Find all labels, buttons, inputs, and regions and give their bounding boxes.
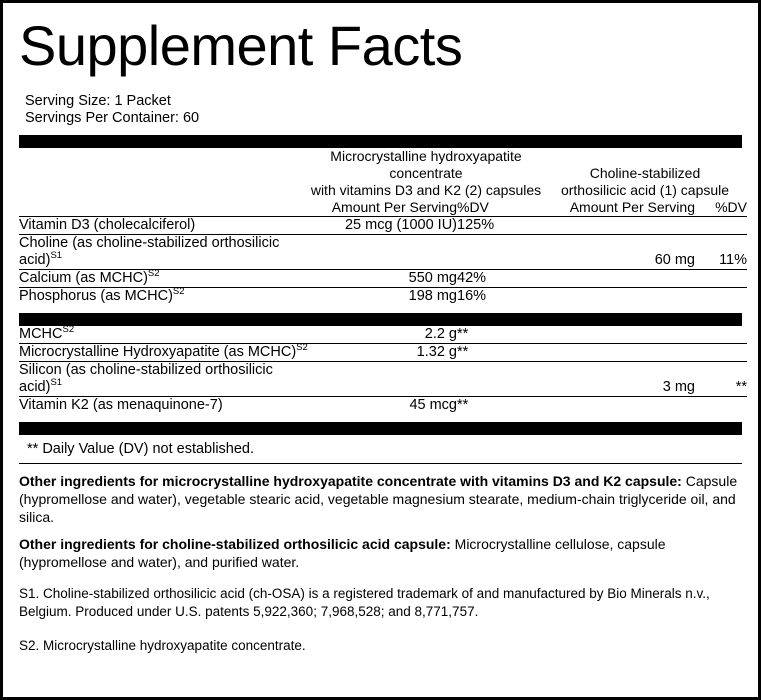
header-amount-1: Amount Per Serving (331, 199, 457, 215)
nutrient-dv-2 (695, 344, 747, 362)
table-row (19, 288, 747, 306)
serving-info (19, 93, 742, 127)
nutrient-amount-1 (309, 362, 457, 397)
header-amount-2: Amount Per Serving (569, 199, 695, 215)
header-group-1-line1: Microcrystalline hydroxyapatite concentrate (330, 148, 522, 181)
divider-thick-bottom (19, 422, 742, 435)
daily-value-footnote: ** Daily Value (DV) not established. (27, 441, 255, 457)
nutrient-amount-2 (543, 326, 695, 344)
other-ingredients-text-2: Microcrystalline cellulose, capsule (hypromellose and water), and purified water. (19, 536, 666, 570)
header-spacer (19, 148, 309, 182)
nutrient-amount-2 (543, 288, 695, 306)
nutrient-name: Vitamin K2 (as menaquinone-7) (19, 397, 223, 413)
nutrient-footnote-marker: S2 (62, 324, 75, 336)
table-row (19, 362, 747, 397)
nutrient-name: Phosphorus (as MCHC) (19, 288, 173, 304)
header-dv-2: %DV (715, 199, 748, 215)
nutrient-name: Microcrystalline Hydroxyapatite (as MCHC) (19, 344, 297, 360)
header-spacer-2 (19, 182, 309, 199)
note-s2: S2. Microcrystalline hydroxyapatite concentrate. (19, 638, 306, 653)
nutrient-dv-2 (695, 397, 747, 415)
note-s1: S1. Choline-stabilized orthosilicic acid (ch-OSA) is a registered trademark of and manufactured by Bio Minerals n.v., Belgium. Produced under U.S. patents 5,922,360; 7,968,528; and 8,771,757. (19, 586, 710, 619)
table-row (19, 326, 747, 344)
nutrition-table (19, 148, 747, 305)
table-row (19, 397, 747, 415)
header-group-2-line2: orthosilicic acid (1) capsule (560, 182, 730, 198)
other-ingredients-paragraph-1 (19, 472, 742, 526)
header-group-2-line1: Choline-stabilized (589, 165, 701, 181)
table-header-columns (19, 199, 747, 217)
table-row (19, 235, 747, 270)
nutrient-amount-1: 1.32 g (309, 344, 457, 362)
nutrient-dv-1 (457, 235, 543, 270)
nutrient-dv-2 (695, 326, 747, 344)
nutrient-amount-2: 3 mg (543, 362, 695, 397)
nutrient-dv-1: 125% (457, 217, 543, 235)
nutrient-dv-2: ** (695, 362, 747, 397)
nutrient-dv-1 (457, 362, 543, 397)
other-ingredients-label-1: Other ingredients for microcrystalline hydroxyapatite concentrate with vitamins D3 and K2 capsule: (19, 473, 682, 489)
nutrient-dv-2 (695, 270, 747, 288)
header-dv-1: %DV (457, 199, 489, 215)
other-ingredients-label-2: Other ingredients for choline-stabilized orthosilicic acid capsule: (19, 536, 451, 552)
other-ingredients-text-1: Capsule (hypromellose and water), vegetable stearic acid, vegetable magnesium stearate, medium-chain triglyceride oil, and silica. (19, 473, 738, 525)
divider-thick-top (19, 135, 742, 148)
nutrition-table-secondary (19, 326, 747, 414)
nutrient-amount-1: 550 mg (309, 270, 457, 288)
table-row (19, 344, 747, 362)
nutrient-amount-1 (309, 235, 457, 270)
nutrient-amount-1: 198 mg (309, 288, 457, 306)
header-group-1-line2: with vitamins D3 and K2 (2) capsules (310, 182, 542, 198)
divider-thick-middle (19, 313, 742, 326)
nutrient-dv-1: ** (457, 344, 543, 362)
nutrient-name: Vitamin D3 (cholecalciferol) (19, 217, 196, 233)
nutrient-footnote-marker: S2 (296, 342, 308, 354)
nutrient-amount-2: 60 mg (543, 235, 695, 270)
nutrient-amount-1: 2.2 g (424, 326, 457, 342)
table-header-groups-line2 (19, 182, 747, 199)
table-row (19, 217, 747, 235)
nutrient-amount-1: 25 mcg (1000 IU) (309, 217, 457, 235)
divider-thin (19, 463, 742, 464)
nutrient-dv-1: ** (457, 326, 469, 342)
nutrient-name: Choline (as choline-stabilized orthosilicic acid) (19, 235, 280, 268)
nutrient-footnote-marker: S1 (50, 250, 63, 262)
nutrient-dv-1: 42% (457, 270, 543, 288)
nutrient-amount-2 (543, 217, 695, 235)
nutrient-dv-1: 16% (457, 288, 543, 306)
nutrient-name: Calcium (as MCHC) (19, 270, 148, 286)
nutrient-footnote-marker: S2 (172, 286, 185, 298)
page-title: Supplement Facts (19, 14, 463, 77)
table-row (19, 270, 747, 288)
nutrient-dv-1: ** (457, 397, 543, 415)
nutrient-amount-1: 45 mcg (309, 397, 457, 415)
table-header-groups (19, 148, 747, 182)
nutrient-name: Silicon (as choline-stabilized orthosilicic acid) (19, 362, 273, 395)
nutrient-dv-2: 11% (695, 235, 747, 270)
other-ingredients (19, 472, 742, 571)
nutrient-dv-2 (695, 288, 747, 306)
other-ingredients-paragraph-2 (19, 535, 742, 571)
servings-per-container: Servings Per Container: 60 (25, 110, 200, 126)
nutrient-dv-2 (695, 217, 747, 235)
nutrient-amount-2 (543, 344, 695, 362)
nutrient-footnote-marker: S2 (147, 268, 160, 280)
nutrient-footnote-marker: S1 (50, 377, 63, 389)
header-spacer-3 (19, 199, 309, 217)
nutrient-name: MCHC (19, 326, 63, 342)
serving-size: Serving Size: 1 Packet (25, 93, 171, 109)
nutrient-amount-2 (543, 397, 695, 415)
nutrient-amount-2 (543, 270, 695, 288)
